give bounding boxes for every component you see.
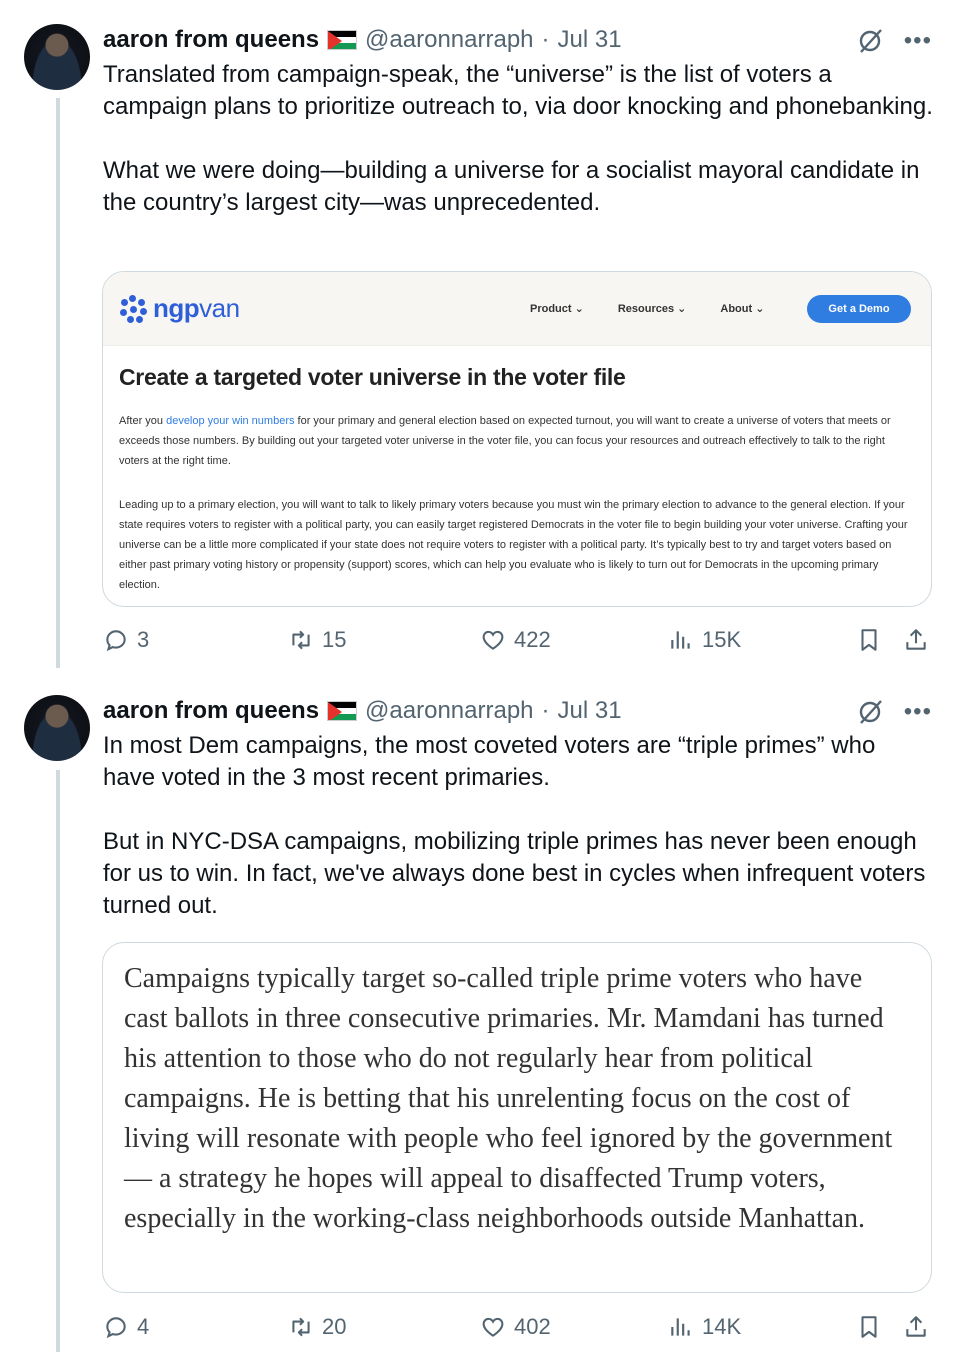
ngpvan-logo-van: van: [199, 293, 240, 323]
tweet-2[interactable]: [0, 671, 962, 1352]
tweet-paragraph: Translated from campaign-speak, the “universe” is the list of voters a campaign plans to prioritize outreach to, via door knocking and phonebanking.: [103, 61, 933, 120]
bookmark-button[interactable]: [856, 1314, 882, 1340]
bookmark-icon: [856, 627, 882, 653]
avatar[interactable]: [24, 695, 90, 761]
tweet-text: [103, 59, 933, 219]
heart-icon: [480, 627, 506, 653]
views-chart-icon: [668, 1314, 694, 1340]
repost-count: 20: [322, 1314, 347, 1339]
separator-dot: ·: [541, 26, 550, 53]
tweet-actions: [103, 627, 933, 659]
separator-dot: ·: [541, 697, 550, 724]
views-count: 15K: [702, 627, 742, 652]
tweet-text: [103, 730, 933, 922]
share-button[interactable]: [903, 627, 929, 653]
tweet-header: [103, 24, 622, 56]
author-handle[interactable]: @aaronnarraph: [365, 697, 534, 724]
repost-icon: [288, 627, 314, 653]
image-card-ngpvan[interactable]: [102, 271, 932, 607]
ngpvan-paragraph-2: Leading up to a primary election, you will want to talk to likely primary voters because you must win the primary election to advance to the general election. If your state requires voters to register with a political party, you can easily target registered Democrats in the voter file to begin building your voter universe. Crafting your universe can be a little more complicated if your state does not require voters to register with a political party. It’s typically best to try and target voters based on either past primary voting history or propensity (support) scores, which can help you evaluate who is likely to turn out for Democrats in the upcoming primary election.: [119, 499, 908, 591]
views-count: 14K: [702, 1314, 742, 1339]
views-chart-icon: [668, 627, 694, 653]
palestine-flag-icon: [327, 30, 357, 50]
reply-icon: [103, 1314, 129, 1340]
tweet-1[interactable]: [0, 0, 962, 670]
grok-icon[interactable]: [856, 697, 886, 727]
tweet-paragraph: In most Dem campaigns, the most coveted voters are “triple primes” who have voted in the 3 most recent primaries.: [103, 732, 882, 791]
ngpvan-paragraph-1: [119, 411, 915, 471]
bookmark-button[interactable]: [856, 627, 882, 653]
repost-icon: [288, 1314, 314, 1340]
tweet-paragraph: But in NYC-DSA campaigns, mobilizing triple primes has never been enough for us to win. In fact, we've always done best in cycles when infrequent voters turned out.: [103, 828, 932, 919]
reply-count: 3: [137, 627, 150, 652]
reply-button[interactable]: [103, 1314, 149, 1340]
ngpvan-article: [103, 346, 931, 595]
ngpvan-logo: [119, 293, 240, 324]
tweet-paragraph: What we were doing—building a universe for a socialist mayoral candidate in the country’s largest city—was unprecedented.: [103, 157, 927, 216]
author-name[interactable]: aaron from queens: [103, 26, 320, 53]
repost-count: 15: [322, 627, 347, 652]
like-button[interactable]: [480, 1314, 551, 1340]
avatar[interactable]: [24, 24, 90, 90]
palestine-flag-icon: [327, 701, 357, 721]
tweet-top-icons: [856, 697, 932, 727]
author-handle[interactable]: @aaronnarraph: [365, 26, 534, 53]
ngpvan-dots-icon: [119, 295, 147, 323]
tweet-top-icons: [856, 26, 932, 56]
p1-text-b: for your primary and general election based on expected turnout, you will want to create a universe of voters that meets or exceeds those numbers. By building out your targeted voter universe in the voter file, you can focus your resources and outreach effectively to talk to the right voters at the right time.: [119, 415, 891, 467]
tweet-header: [103, 695, 622, 727]
menu-product: Product ⌄: [530, 303, 584, 315]
ngpvan-menu: [530, 302, 764, 315]
views-button[interactable]: [668, 1314, 741, 1340]
ngpvan-article-title: Create a targeted voter universe in the voter file: [119, 364, 626, 390]
tweet-date[interactable]: Jul 31: [557, 26, 622, 53]
grok-icon[interactable]: [856, 26, 886, 56]
like-count: 402: [514, 1314, 551, 1339]
image-card-quote[interactable]: [102, 942, 932, 1293]
like-button[interactable]: [480, 627, 551, 653]
bookmark-icon: [856, 1314, 882, 1340]
get-demo-button: Get a Demo: [807, 295, 911, 323]
ngpvan-navbar: [103, 272, 931, 346]
quoted-article-text: Campaigns typically target so-called triple prime voters who have cast ballots in three consecutive primaries. Mr. Mamdani has turned his attention to those who do not regularly hear from political campaigns. He is betting that his unrelenting focus on the cost of living will resonate with people who feel ignored by the government — a strategy he hopes will appeal to disaffected Trump voters, especially in the working-class neighborhoods outside Manhattan.: [124, 963, 893, 1234]
repost-button[interactable]: [288, 1314, 346, 1340]
views-button[interactable]: [668, 627, 741, 653]
menu-about: About ⌄: [720, 303, 765, 315]
more-options-icon[interactable]: •••: [903, 27, 932, 54]
menu-resources: Resources ⌄: [617, 303, 687, 315]
share-icon: [903, 627, 929, 653]
reply-icon: [103, 627, 129, 653]
tweet-date[interactable]: Jul 31: [557, 697, 622, 724]
p1-text-a: After you: [119, 415, 167, 427]
author-name[interactable]: aaron from queens: [103, 697, 320, 724]
more-options-icon[interactable]: •••: [903, 698, 932, 725]
share-icon: [903, 1314, 929, 1340]
win-numbers-link: develop your win numbers: [166, 415, 295, 427]
like-count: 422: [514, 627, 551, 652]
tweet-actions: [103, 1314, 933, 1346]
reply-button[interactable]: [103, 627, 149, 653]
ngpvan-logo-ngp: ngp: [153, 293, 200, 323]
repost-button[interactable]: [288, 627, 346, 653]
share-button[interactable]: [903, 1314, 929, 1340]
reply-count: 4: [137, 1314, 150, 1339]
heart-icon: [480, 1314, 506, 1340]
